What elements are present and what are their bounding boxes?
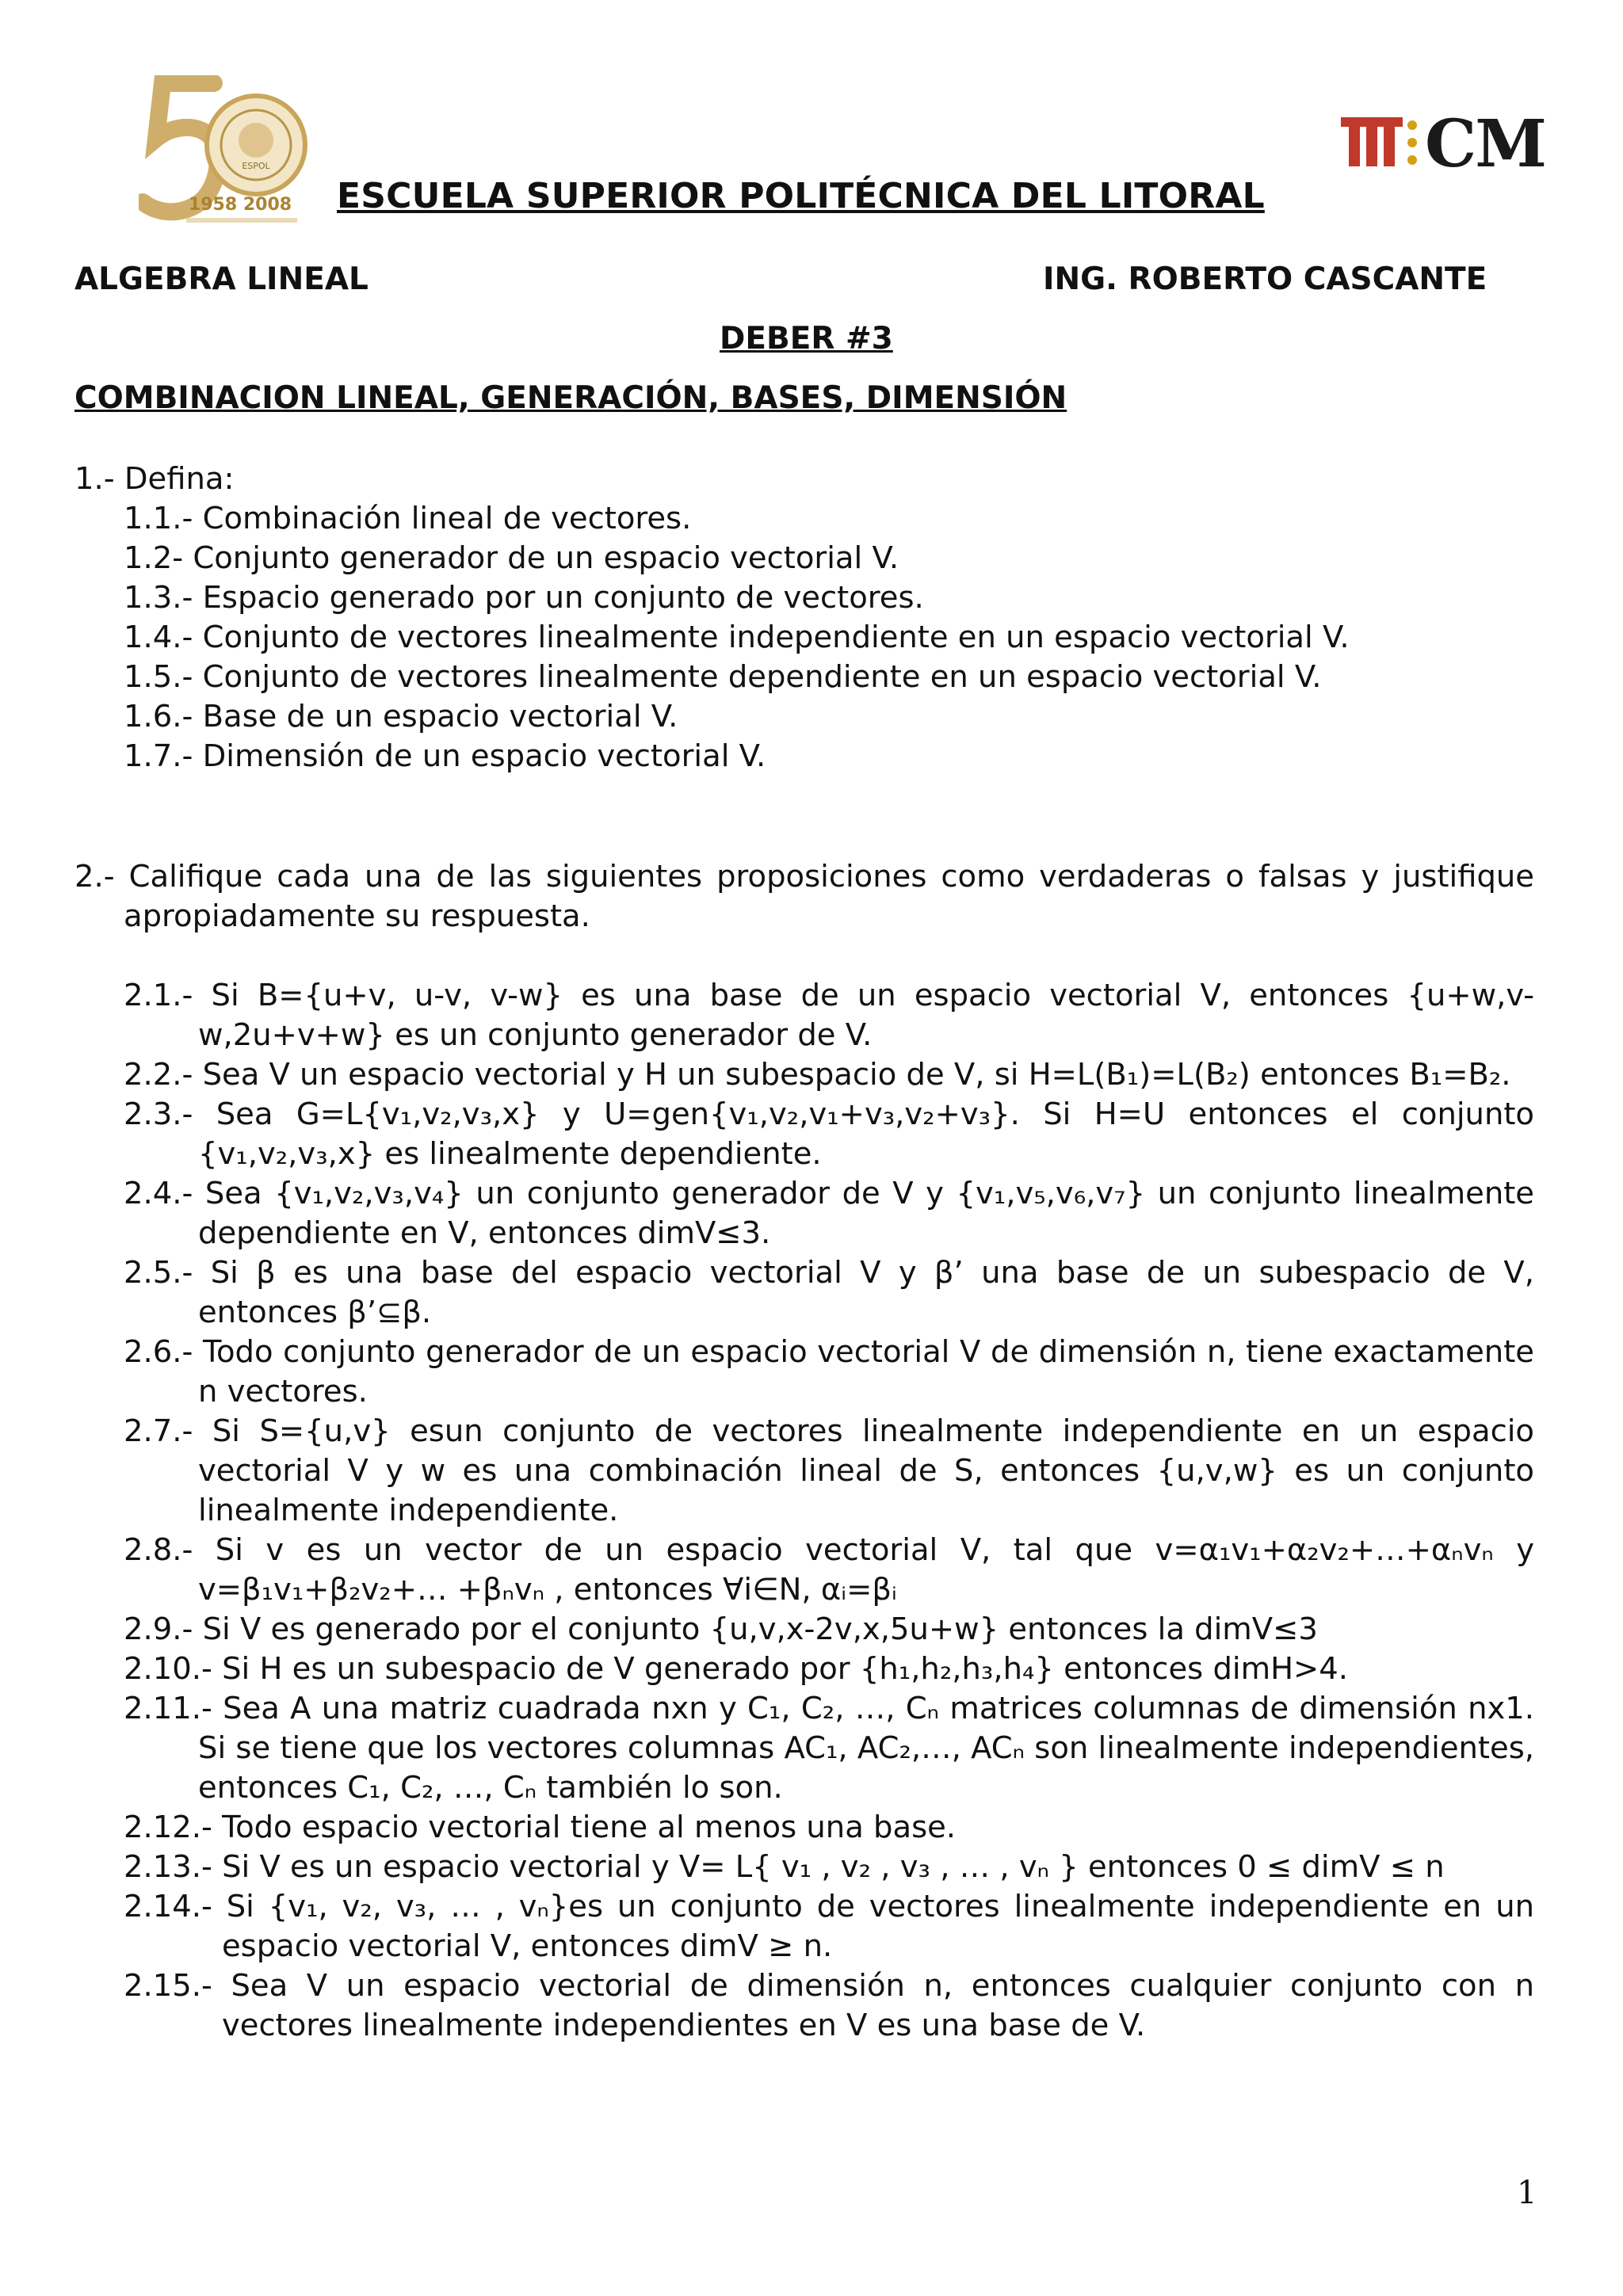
anniversary-years: 1958 2008 [188,195,292,215]
list-item: 1.3.- Espacio generado por un conjunto de vectores. [124,580,924,616]
school-title: ESCUELA SUPERIOR POLITÉCNICA DEL LITORAL [337,176,1265,216]
proposition-item: 2.1.- Si B={u+v, u-v, v-w} es una base de un espacio vectorial V, entonces {u+w,v-w,2u+v+w} es un conjunto generador de V. [124,978,1534,1053]
list-item: 1.7.- Dimensión de un espacio vectorial V. [124,738,766,774]
section-2 [74,857,1534,936]
proposition-item: 2.12.- Todo espacio vectorial tiene al menos una base. [124,1810,957,1845]
proposition-item: 2.6.- Todo conjunto generador de un espacio vectorial V de dimensión n, tiene exactamente n vectores. [124,1334,1534,1409]
assignment-title: DEBER #3 [720,321,893,357]
proposition-item: 2.3.- Sea G=L{v₁,v₂,v₃,x} y U=gen{v₁,v₂,v₁+v₃,v₂+v₃}. Si H=U entonces el conjunto {v₁,v₂,v₃,x} es linealmente dependiente. [124,1097,1534,1172]
section-2-title: 2.- Califique cada una de las siguientes proposiciones como verdaderas o falsas y justifique [74,859,1534,894]
list-item: 1.4.- Conjunto de vectores linealmente independiente en un espacio vectorial V. [124,620,1350,655]
topic-title: COMBINACION LINEAL, GENERACIÓN, BASES, DIMENSIÓN [74,380,1067,416]
proposition-item: 2.13.- Si V es un espacio vectorial y V= L{ v₁ , v₂ , v₃ , … , vₙ } entonces 0 ≤ dimV ≤ n [124,1849,1445,1885]
icm-brand: CM [1425,106,1546,182]
seal-label: ESPOL [242,161,270,171]
proposition-item: 2.15.- Sea V un espacio vectorial de dimensión n, entonces cualquier conjunto con n vectores linealmente independientes en V es una base de V. [124,1968,1534,2043]
section-2-title-cont: apropiadamente su respuesta. [124,898,590,934]
professor-name: ING. ROBERTO CASCANTE [1043,261,1487,297]
list-item: 1.6.- Base de un espacio vectorial V. [124,699,678,734]
proposition-item: 2.9.- Si V es generado por el conjunto {u,v,x-2v,x,5u+w} entonces la dimV≤3 [124,1611,1318,1647]
proposition-item: 2.2.- Sea V un espacio vectorial y H un subespacio de V, si H=L(B₁)=L(B₂) entonces B₁=B₂. [124,1057,1511,1093]
proposition-item: 2.8.- Si v es un vector de un espacio vectorial V, tal que v=α₁v₁+α₂v₂+…+αₙvₙ y v=β₁v₁+β₂v₂+… +βₙvₙ , entonces ∀i∈N, αᵢ=βᵢ [124,1532,1534,1608]
propositions-list [124,976,1534,2046]
section-1-title: 1.- Defina: [74,461,235,497]
espol-50-anniversary-logo [139,75,313,234]
list-item: 1.5.- Conjunto de vectores linealmente dependiente en un espacio vectorial V. [124,659,1322,695]
section-1 [74,460,1534,776]
proposition-item: 2.14.- Si {v₁, v₂, v₃, … , vₙ}es un conjunto de vectores linealmente independiente en un espacio vectorial V, entonces dimV ≥ n. [124,1889,1534,1964]
proposition-item: 2.7.- Si S={u,v} esun conjunto de vectores linealmente independiente en un espacio vectorial V y w es una combinación lineal de S, entonces {u,v,w} es un conjunto linealmente independiente. [124,1413,1534,1528]
proposition-item: 2.4.- Sea {v₁,v₂,v₃,v₄} un conjunto generador de V y {v₁,v₅,v₆,v₇} un conjunto linealmente dependiente en V, entonces dimV≤3. [124,1176,1534,1251]
page-number: 1 [1517,2175,1537,2211]
proposition-item: 2.11.- Sea A una matriz cuadrada nxn y C₁, C₂, …, Cₙ matrices columnas de dimensión nx1. Si se tiene que los vectores columnas AC₁, AC₂,…, ACₙ son linealmente independientes, entonces C₁, C₂, …, Cₙ también lo son. [124,1691,1534,1806]
icm-logo-text [1339,106,1577,182]
proposition-item: 2.10.- Si H es un subespacio de V generado por {h₁,h₂,h₃,h₄} entonces dimH>4. [124,1651,1349,1687]
list-item: 1.2- Conjunto generador de un espacio vectorial V. [124,540,899,576]
list-item: 1.1.- Combinación lineal de vectores. [124,501,692,536]
proposition-item: 2.5.- Si β es una base del espacio vectorial V y β’ una base de un subespacio de V, entonces β’⊆β. [124,1255,1534,1330]
course-name: ALGEBRA LINEAL [74,261,369,297]
definition-list [74,499,1534,776]
